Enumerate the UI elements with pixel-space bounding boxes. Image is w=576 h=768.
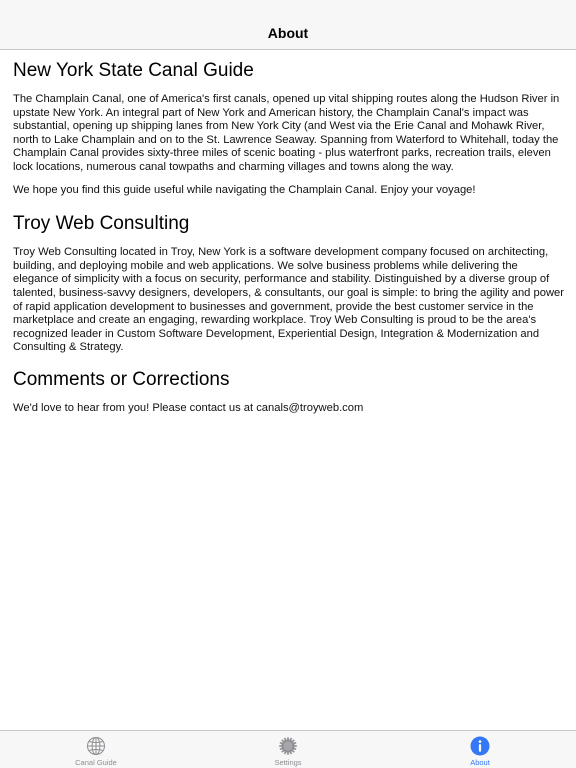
- about-content: [13, 58, 565, 425]
- troy-web-paragraph: Troy Web Consulting located in Troy, New York is a software development company focused on architecting, building, and deploying mobile and web applications. We solve business problems while delivering the elegance of simplicity with a focus on security, performance and stability. Distinguished by a diverse group of talented, business-savvy designers, developers, & consultants, our goal is simple: to bring the agility and power of rapid application development to businesses and government, provide the best customer service in the marketplace and create an engaging, rewarding workplace. Troy Web Consulting is proud to be the area's recognized leader in Custom Software Development, Experiential Design, Integration & Modernization and Consulting & Strategy.: [13, 246, 564, 354]
- tab-bar: [0, 730, 576, 768]
- page-title: About: [267, 24, 309, 41]
- info-icon: [470, 736, 490, 756]
- troy-web-heading: Troy Web Consulting: [13, 213, 190, 235]
- tab-canal-guide[interactable]: [0, 731, 192, 768]
- canal-guide-heading: New York State Canal Guide: [13, 60, 254, 81]
- gear-icon: [278, 736, 298, 756]
- tab-label-settings: Settings: [274, 758, 302, 767]
- globe-icon: [86, 736, 106, 756]
- tab-about[interactable]: [384, 731, 576, 768]
- navigation-bar: [0, 0, 576, 50]
- canal-guide-closing-paragraph: We hope you find this guide useful while navigating the Champlain Canal. Enjoy your voyage!: [13, 183, 476, 196]
- tab-label-canal-guide: Canal Guide: [75, 758, 117, 767]
- canal-guide-paragraph: The Champlain Canal, one of America's first canals, opened up vital shipping routes along the Hudson River in upstate New York. An integral part of New York and American history, the Champlain Canal's impact was substantial, opening up shipping lanes from New York City (and West via the Erie Canal and Mohawk River, north to Lake Champlain and on to the St. Lawrence Seaway. Spanning from Waterford to Whitehall, today the Champlain Canal provides sixty-three miles of scenic boating - plus waterfront parks, recreation trails, eleven lock locations, numerous canal towpaths and charming villages and towns along the way.: [13, 93, 560, 173]
- comments-heading: Comments or Corrections: [13, 368, 230, 390]
- tab-label-about: About: [470, 758, 490, 767]
- tab-settings[interactable]: [192, 731, 384, 768]
- contact-paragraph: We'd love to hear from you! Please contact us at canals@troyweb.com: [13, 401, 364, 414]
